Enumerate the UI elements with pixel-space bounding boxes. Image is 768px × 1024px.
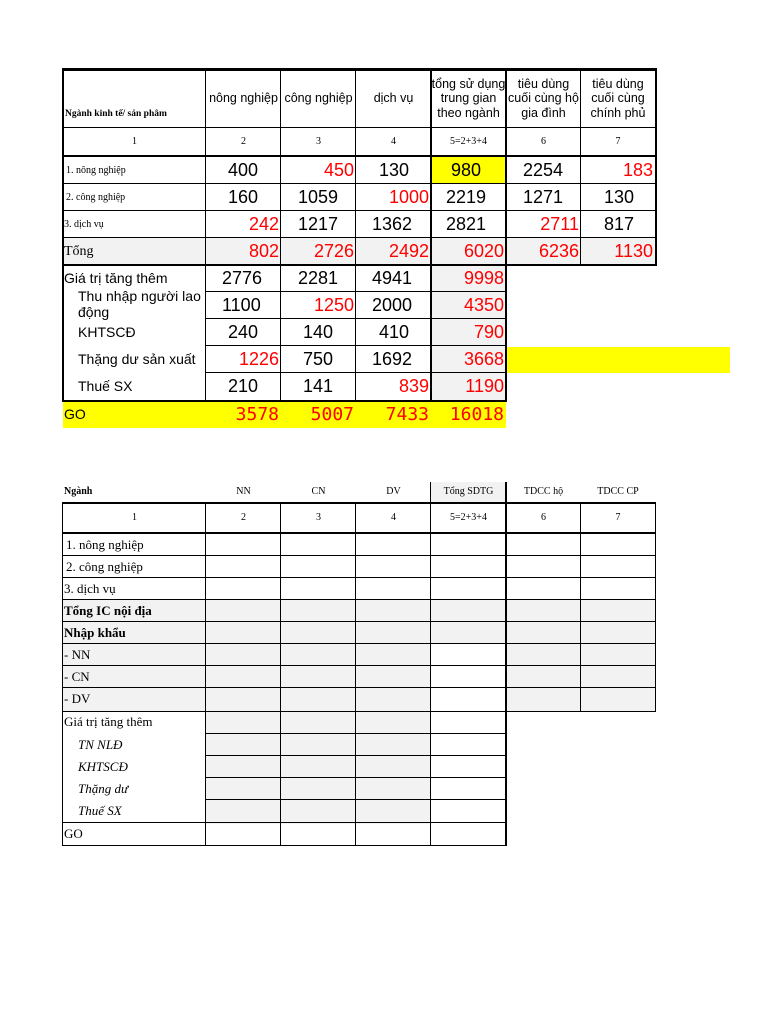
index-cell: 5=2+3+4 — [450, 136, 487, 147]
value-cell: 1692 — [372, 349, 413, 369]
border — [62, 68, 64, 401]
value-cell: 141 — [303, 376, 334, 396]
header-total-sdtg: Tổng SDTG — [443, 486, 494, 497]
border — [280, 502, 281, 846]
row-label: KHTSCĐ — [78, 759, 128, 774]
value-cell: 839 — [398, 376, 429, 396]
index-cell: 4 — [391, 512, 396, 523]
value-cell: 802 — [248, 241, 279, 261]
row-label: Thặng dư — [78, 781, 129, 796]
border — [206, 318, 506, 319]
value-cell: 140 — [303, 322, 334, 342]
va-shade — [206, 712, 431, 824]
border — [62, 127, 656, 128]
value-cell: 2281 — [298, 268, 339, 288]
value-cell: 400 — [228, 160, 259, 180]
border — [62, 577, 656, 578]
row-label: Thặng dư sản xuất — [78, 351, 196, 367]
border — [505, 482, 507, 846]
border — [206, 799, 506, 800]
value-cell: 3668 — [463, 349, 504, 369]
value-cell: 5007 — [310, 404, 354, 425]
row-label: GO — [64, 826, 83, 841]
border — [62, 555, 656, 556]
row-label: Nhập khẩu — [64, 625, 126, 640]
row-label: 1. nông nghiệp — [66, 165, 126, 176]
value-cell: 160 — [228, 187, 259, 207]
row-label: Thuế SX — [78, 378, 133, 394]
border — [62, 599, 656, 600]
value-cell: 817 — [604, 214, 635, 234]
index-cell: 7 — [615, 512, 621, 523]
value-cell: 242 — [248, 214, 279, 234]
border — [62, 183, 656, 184]
border — [62, 822, 507, 823]
value-cell: 1226 — [238, 349, 279, 369]
border — [206, 733, 506, 734]
border — [62, 237, 656, 238]
row-label: Thu nhập người lao động — [78, 288, 201, 320]
header-services: dịch vụ — [373, 91, 414, 106]
value-cell: 16018 — [449, 404, 504, 425]
row-label: - NN — [64, 647, 91, 662]
value-cell: 410 — [379, 322, 410, 342]
border — [355, 68, 356, 401]
value-cell: 2000 — [372, 295, 413, 315]
value-cell: 2219 — [446, 187, 487, 207]
border — [206, 291, 506, 292]
index-cell: 2 — [241, 512, 246, 523]
header-tdcc-government: TDCC CP — [597, 486, 639, 497]
border — [62, 210, 656, 211]
row-label: 2. công nghiệp — [66, 559, 143, 574]
value-cell: 1059 — [298, 187, 339, 207]
value-cell: 1130 — [614, 241, 653, 261]
value-cell: 1000 — [388, 187, 429, 207]
value-cell: 1100 — [222, 295, 261, 315]
highlight-strip — [506, 347, 730, 373]
border — [580, 68, 581, 266]
row-label: 3. dịch vụ — [64, 581, 116, 596]
border — [206, 755, 506, 756]
border — [62, 502, 656, 504]
row-label: 1. nông nghiệp — [66, 537, 144, 552]
header-sector: Ngành — [64, 486, 93, 497]
value-cell: 1271 — [523, 187, 564, 207]
value-cell: 1362 — [372, 214, 413, 234]
value-cell: 450 — [323, 160, 354, 180]
border — [580, 502, 581, 712]
value-cell: 790 — [473, 322, 504, 342]
value-cell: 1250 — [313, 295, 354, 315]
value-cell: 4350 — [463, 295, 504, 315]
value-cell: 2776 — [222, 268, 263, 288]
border — [505, 68, 507, 401]
value-cell: 210 — [228, 376, 259, 396]
index-cell: 4 — [391, 136, 396, 147]
value-cell: 240 — [228, 322, 259, 342]
header-cn: CN — [311, 486, 326, 497]
border — [430, 68, 432, 401]
header-government-consumption: tiêu dùng cuối cùng chính phủ — [590, 76, 646, 120]
row-label: Tổng IC nội địa — [64, 603, 152, 618]
value-cell: 2821 — [446, 214, 487, 234]
header-sector: Ngành kinh tế/ sản phâm — [65, 109, 167, 119]
row-label: Giá trị tăng thêm — [64, 270, 168, 286]
value-cell: 9998 — [463, 268, 504, 288]
value-cell: 1217 — [298, 214, 339, 234]
border — [655, 68, 657, 266]
header-dv: DV — [386, 486, 401, 497]
row-label: 3. dịch vụ — [64, 219, 104, 230]
border — [206, 777, 506, 778]
index-cell: 6 — [541, 136, 546, 147]
value-cell: 3578 — [235, 404, 279, 425]
border — [62, 400, 507, 402]
index-cell: 5=2+3+4 — [450, 512, 487, 523]
value-cell: 980 — [451, 160, 482, 180]
border — [62, 621, 656, 622]
border — [62, 665, 656, 666]
border — [62, 68, 656, 71]
value-cell: 2726 — [313, 241, 354, 261]
header-tdcc-household: TDCC hộ — [523, 486, 564, 497]
row-label: Giá trị tăng thêm — [64, 714, 153, 729]
value-cell: 4941 — [372, 268, 413, 288]
value-cell: 2711 — [540, 214, 579, 234]
header-total-intermediate: tổng sử dụng trung gian theo ngành — [431, 76, 506, 120]
row-label: - DV — [64, 691, 91, 706]
value-cell: 130 — [379, 160, 410, 180]
header-household-consumption: tiêu dùng cuối cùng hộ gia đình — [508, 76, 579, 120]
border — [430, 482, 431, 846]
index-cell: 3 — [316, 512, 321, 523]
border — [205, 68, 206, 401]
value-cell: 1190 — [465, 376, 504, 396]
border — [205, 502, 206, 846]
row-label: GO — [64, 406, 86, 422]
value-cell: 2254 — [523, 160, 564, 180]
row-label: - CN — [64, 669, 90, 684]
border — [206, 345, 506, 346]
border — [62, 643, 656, 644]
border — [62, 711, 656, 712]
index-cell: 1 — [132, 512, 137, 523]
row-label: 2. công nghiệp — [66, 192, 126, 203]
border — [655, 502, 656, 712]
row-label: Tổng — [64, 244, 94, 259]
index-cell: 3 — [316, 136, 321, 147]
value-cell: 750 — [303, 349, 334, 369]
row-label: KHTSCĐ — [78, 324, 136, 340]
index-cell: 1 — [132, 136, 137, 147]
border — [280, 68, 281, 401]
index-cell: 2 — [241, 136, 246, 147]
value-cell: 6020 — [463, 241, 504, 261]
border — [206, 372, 506, 373]
border — [62, 155, 656, 157]
value-cell: 7433 — [385, 404, 429, 425]
value-cell: 2492 — [388, 241, 429, 261]
header-industry: công nghiệp — [284, 91, 353, 106]
index-cell: 7 — [615, 136, 621, 147]
border — [62, 502, 63, 846]
border — [62, 264, 656, 266]
border — [62, 687, 656, 688]
header-nn: NN — [236, 486, 251, 497]
value-cell: 183 — [622, 160, 653, 180]
border — [62, 532, 656, 534]
index-cell: 6 — [541, 512, 546, 523]
header-agriculture: nông nghiệp — [209, 91, 278, 106]
value-cell: 130 — [604, 187, 635, 207]
row-label: TN NLĐ — [78, 737, 123, 752]
border — [62, 845, 507, 846]
value-cell: 6236 — [538, 241, 579, 261]
row-label: Thuế SX — [78, 803, 122, 818]
border — [355, 502, 356, 846]
